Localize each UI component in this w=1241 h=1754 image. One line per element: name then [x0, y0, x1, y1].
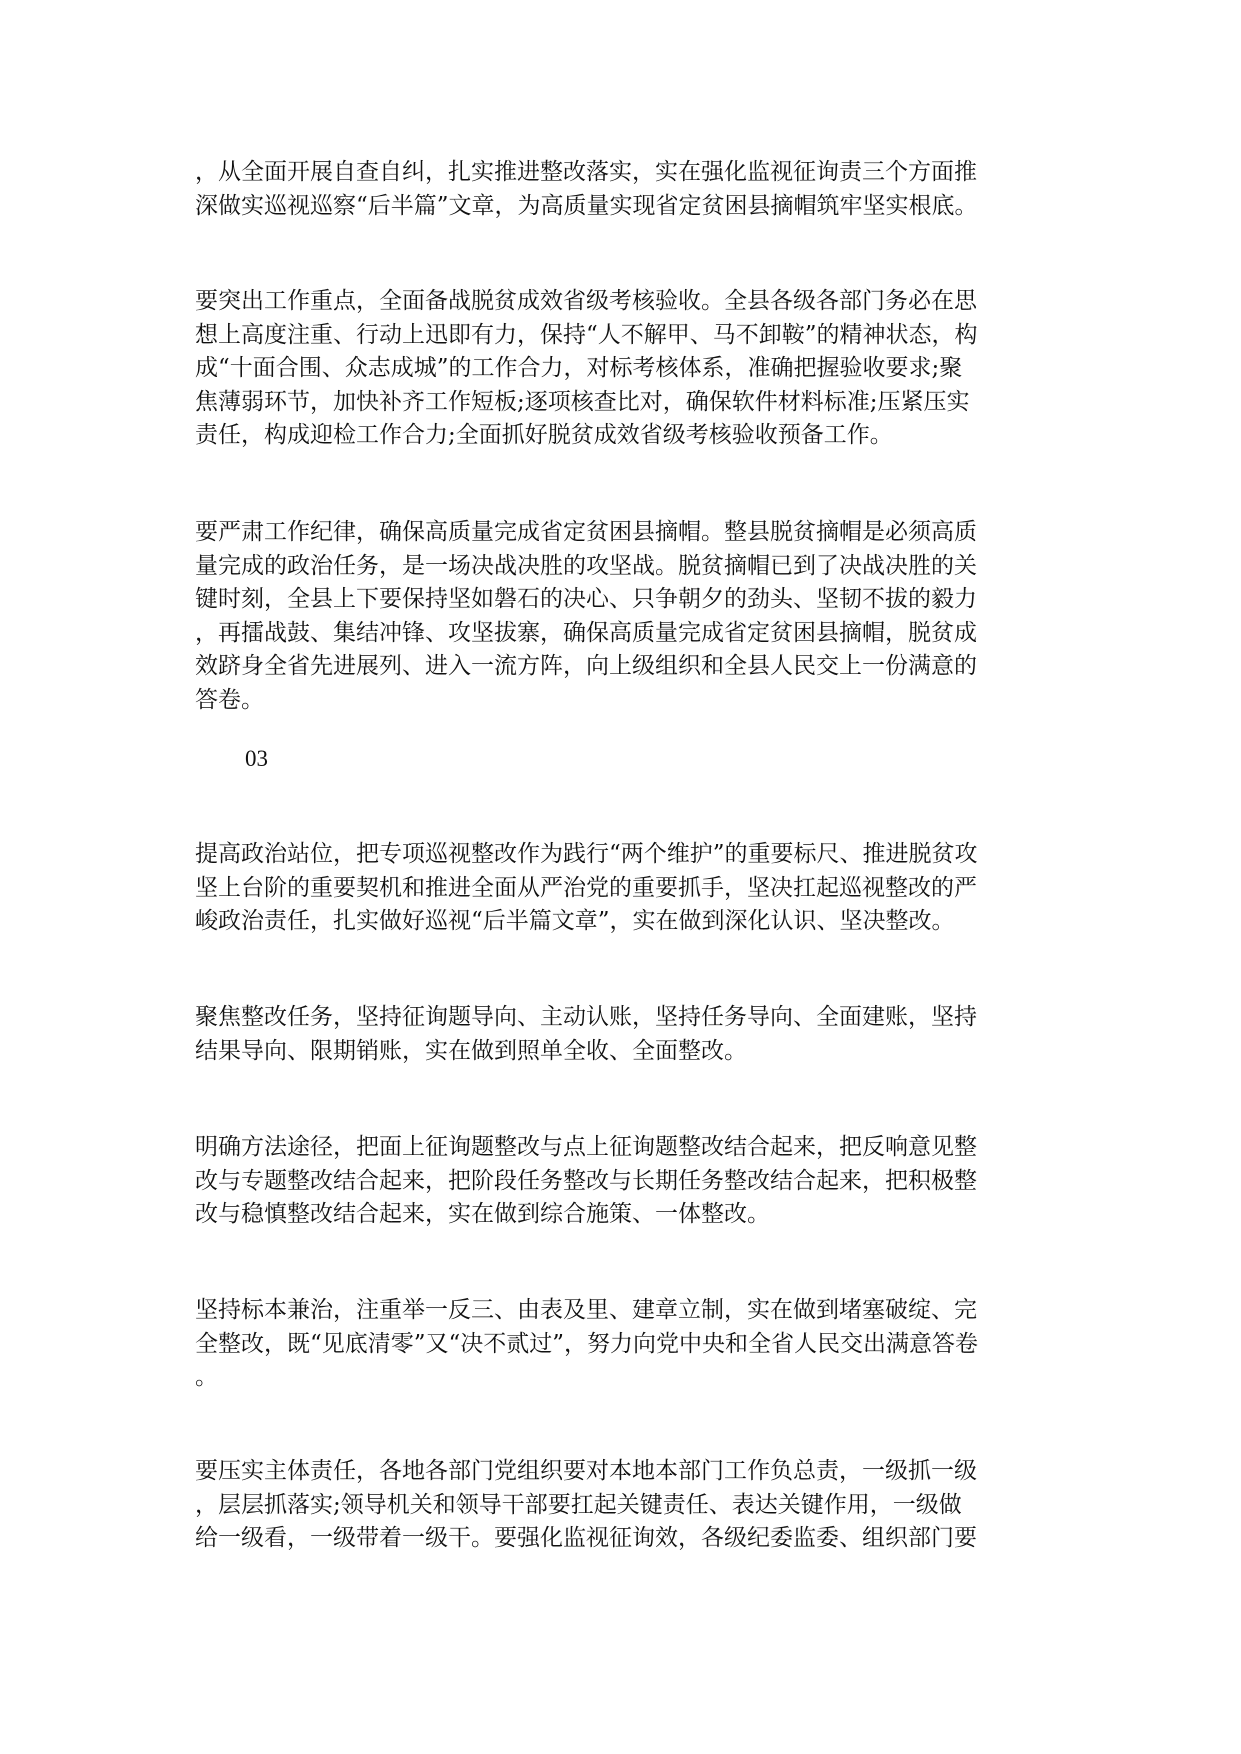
text-line: ，从全面开展自查自纠，扎实推进整改落实，实在强化监视征询责三个方面推: [195, 159, 977, 185]
text-line: 想上高度注重、行动上迅即有力，保持“人不解甲、马不卸鞍”的精神状态，构: [195, 321, 978, 348]
text-line: 结果导向、限期销账，实在做到照单全收、全面整改。: [195, 1037, 747, 1064]
text-line: 坚上台阶的重要契机和推进全面从严治党的重要抓手，坚决扛起巡视整改的严: [195, 874, 977, 901]
text-line: 给一级看，一级带着一级干。要强化监视征询效，各级纪委监委、组织部门要: [195, 1525, 977, 1552]
text-line: 。: [195, 1364, 218, 1391]
paragraph-responsibility: [195, 1455, 1055, 1556]
text-line: 聚焦整改任务，坚持征询题导向、主动认账，坚持任务导向、全面建账，坚持: [195, 1004, 977, 1030]
text-line: 要突出工作重点，全面备战脱贫成效省级考核验收。全县各级各部门务必在思: [195, 288, 977, 314]
text-line: 峻政治责任，扎实做好巡视“后半篇文章”，实在做到深化认识、坚决整改。: [195, 908, 955, 935]
text-line: 明确方法途径，把面上征询题整改与点上征询题整改结合起来，把反响意见整: [195, 1134, 977, 1160]
text-line: 坚持标本兼治，注重举一反三、由表及里、建章立制，实在做到堵塞破绽、完: [195, 1297, 977, 1323]
text-line: 提高政治站位，把专项巡视整改作为践行“两个维护”的重要标尺、推进脱贫攻: [195, 841, 978, 867]
text-line: 责任，构成迎检工作合力;全面抓好脱贫成效省级考核验收预备工作。: [195, 422, 893, 449]
paragraph-rectification-tasks: [195, 1001, 1055, 1068]
text-line: 键时刻，全县上下要保持坚如磐石的决心、只争朝夕的劲头、坚韧不拔的毅力: [195, 586, 977, 613]
paragraph-discipline: [195, 516, 1055, 718]
text-line: 答卷。: [195, 686, 264, 713]
text-line: 改与专题整改结合起来，把阶段任务整改与长期任务整改结合起来，把积极整: [195, 1167, 977, 1194]
text-line: 全整改，既“见底清零”又“决不贰过”，努力向党中央和全省人民交出满意答卷: [195, 1330, 979, 1357]
paragraph-methods: [195, 1131, 1055, 1232]
text-line: 成“十面合围、众志成城”的工作合力，对标考核体系，准确把握验收要求;聚: [195, 355, 963, 382]
paragraph-political-stance: [195, 838, 1055, 939]
text-line: ，层层抓落实;领导机关和领导干部要扛起关键责任、表达关键作用，一级做: [195, 1491, 962, 1518]
text-line: 改与稳慎整改结合起来，实在做到综合施策、一体整改。: [195, 1201, 770, 1228]
section-number: 03: [245, 746, 268, 771]
text-line: 要严肃工作纪律，确保高质量完成省定贫困县摘帽。整县脱贫摘帽是必须高质: [195, 519, 977, 545]
text-line: 量完成的政治任务，是一场决战决胜的攻坚战。脱贫摘帽已到了决战决胜的关: [195, 552, 977, 579]
text-line: 焦薄弱环节，加快补齐工作短板;逐项核查比对，确保软件材料标准;压紧压实: [195, 388, 970, 415]
paragraph-root-causes: [195, 1294, 1055, 1395]
text-line: ，再擂战鼓、集结冲锋、攻坚拔寨，确保高质量完成省定贫困县摘帽，脱贫成: [195, 619, 977, 646]
text-line: 效跻身全省先进展列、进入一流方阵，向上级组织和全县人民交上一份满意的: [195, 653, 977, 680]
text-line: 深做实巡视巡察“后半篇”文章，为高质量实现省定贫困县摘帽筑牢坚实根底。: [195, 192, 978, 219]
paragraph-focus: [195, 285, 1055, 453]
paragraph-intro: [195, 156, 1055, 223]
text-line: 要压实主体责任，各地各部门党组织要对本地本部门工作负总责，一级抓一级: [195, 1458, 977, 1484]
